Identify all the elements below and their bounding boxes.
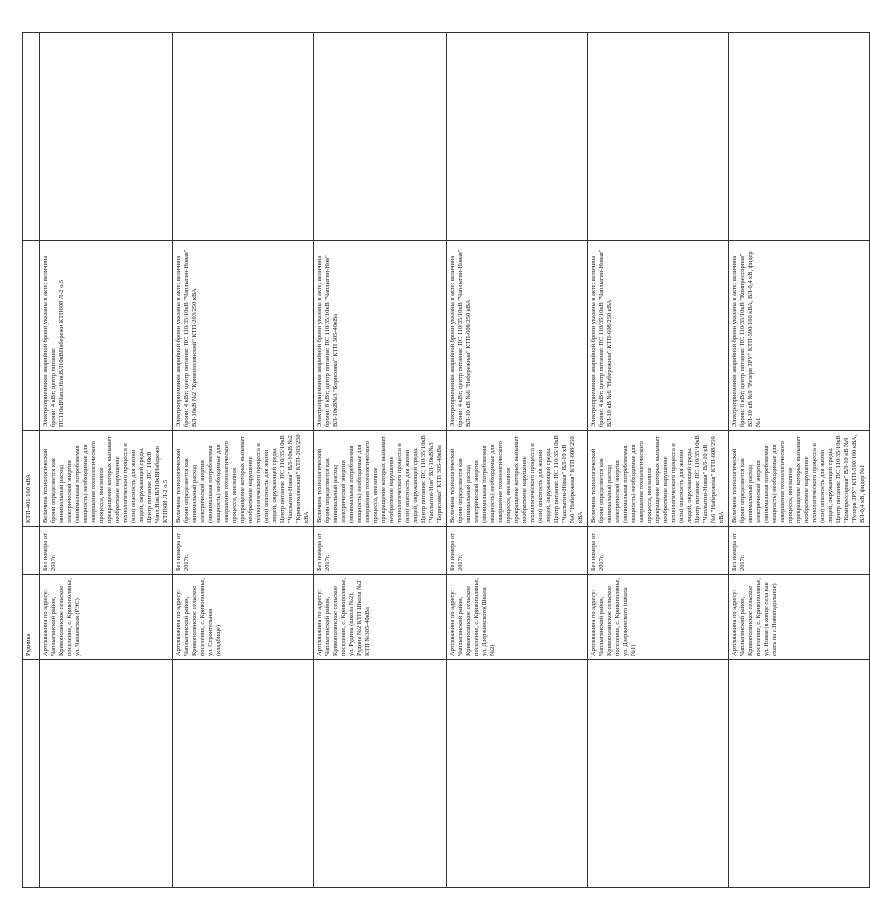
tech-reserve-cell: Величина технологической брони определяется как минимальный расход электрической энергии (минимальная потребляемая мощность) необходимые для завершения технологического процесса, внезапное прекращение которых вызывает необратимое нарушение технологического процесса и (или) опасность для жизни людей, окружающей среды. Центр питания: ПС 110/35/10кВ "Чаплыгин-Нов" ВЛ-10кВ№3 "Борисовка" КТП 305-40кВа — [314, 431, 447, 527]
number-cell: Без номера от 2017г. — [447, 527, 588, 575]
table-row — [588, 33, 729, 888]
empty-cell — [173, 33, 314, 241]
table-row — [447, 33, 588, 888]
table-row — [173, 33, 314, 888]
table-row — [314, 33, 447, 888]
rotated-table-wrapper — [22, 33, 866, 888]
empty-cell — [314, 33, 447, 241]
address-cell: Артскважина по адресу: Чаплыгинский район, Кривополянское сельское поселение, с. Кривополянье, ул. Дзержинского (школа №1) — [588, 575, 729, 660]
empty-cell — [314, 660, 447, 888]
empty-cell — [729, 660, 870, 888]
tech-reserve-cell: Величина технологической брони определяется как минимальный расход электрической энергии (минимальная потребляемая мощность) необходимые для завершения технологического процесса, внезапное прекращение которых вызывает необратимое нарушение технологического процесса и (или) опасность для жизни людей, окружающей среды. Центр питания: ПС 110/35/10кВ "Компрессорная" ВЛ-10 кВ №9 "Резерв ЗРУ" КТП-590/160 кВА, ВЛ-0,4 кВ, фидер №1 — [729, 431, 870, 527]
empty-cell — [23, 527, 40, 575]
tech-reserve-cell: Величина технологической брони определяется как минимальный расход электрической энергии (минимальная потребляемая мощность) необходимые для завершения технологического процесса, внезапное прекращение которых вызывает необратимое нарушение технологического процесса и (или) опасность для жизни людей, окружающей среды. Центр питания: ПС 110/35/10кВ "Чаплыгин-Новая" ВЛ-10 кВ №6 "Набережная" КТП-608/250 кВА — [588, 431, 729, 527]
emergency-reserve-cell: Электроприемники аварийной брони указаны в акте; величина брони: 4 кВт; центр питания: ПС110кВЧапл.Нов.ВЛ10кВНабережн КТП608 Л-2 о.5 — [40, 241, 173, 431]
empty-cell — [40, 33, 173, 241]
header-middle-cell: КТП-401/160 кВА — [23, 431, 40, 527]
empty-cell — [23, 660, 40, 888]
table-row — [729, 33, 870, 888]
address-cell: Артскважина по адресу: Чаплыгинский район, Кривополянское сельское поселение, с. Кривополянье, ул. Чапаевская (РЭС) — [40, 575, 173, 660]
empty-cell — [729, 33, 870, 241]
emergency-reserve-cell: Электроприемники аварийной брони указаны в акте; величина брони: 4 кВт; центр питания: ПС 110/35/10кВ "Чаплыгин-Новая" ВЛ-10кВ №2 "Кривополянский" КТП-203/250 кВА — [173, 241, 314, 431]
number-cell: Без номера от 2017г. — [173, 527, 314, 575]
empty-cell — [588, 33, 729, 241]
empty-cell — [40, 660, 173, 888]
tech-reserve-cell: Величина технологической брони определяется как минимальный расход электрической энергии (минимальная потребляемая мощность) необходимые для завершения технологического процесса, внезапное прекращение которых вызывает необратимое нарушение технологического процесса и (или) опасность для жизни людей, окружающей среды. Центр питания: ПС 110/35/10кВ "Чаплыгин-Новая" ВЛ-10 кВ №6 "Набережная" КТП-608/250 кВА — [447, 431, 588, 527]
address-cell: Артскважина по адресу: Чаплыгинский район, Кривополянское сельское поселение, с. Кривополянье, ул. Новая (в конце села как ехать на с.Новоподольное) — [729, 575, 870, 660]
header-left-cell: Рудника — [23, 575, 40, 660]
address-cell: Артскважина по адресу: Чаплыгинский район, Кривополянское сельское поселение, с. Кривополянье, ул. Строительная (кладбище) — [173, 575, 314, 660]
empty-cell — [447, 660, 588, 888]
table-row — [40, 33, 173, 888]
empty-cell — [447, 33, 588, 241]
empty-cell — [23, 241, 40, 431]
number-cell: Без номера от 2017г. — [40, 527, 173, 575]
number-cell: Без номера от 2017г. — [729, 527, 870, 575]
empty-cell — [173, 660, 314, 888]
empty-cell — [588, 660, 729, 888]
address-cell: Артскважина по адресу: Чаплыгинский район, Кривополянское сельское поселение, с. Кривополянье, ул. Рудина (школа №2), Рудина №2 КТП Школа №2 КТП №305-40кВа — [314, 575, 447, 660]
tech-reserve-cell: Величина технологической брони определяется как минимальный расход электрической энергии (минимальная потребляемая мощность) необходимые для завершения технологического процесса, внезапное прекращение которых вызывает необратимое нарушение технологического процесса и (или) опасность для жизни людей, окружающей среды. Центр питания: ПС 110кВ Чапл.Нов.ВЛ10кВНабережн КТП608 Л-2 о.5 — [40, 431, 173, 527]
address-cell: Артскважина по адресу: Чаплыгинский район, Кривополянское сельское поселение, с. Кривополянье, ул. Дзержинского(Школа №2) — [447, 575, 588, 660]
empty-cell — [23, 33, 40, 241]
reservation-table — [22, 32, 870, 888]
emergency-reserve-cell: Электроприемники аварийной брони указаны в акте; величина брони: 4 кВт; центр питания: ПС 110/35/10кВ "Чаплыгин-Новая" ВЛ-10 кВ №6 "Набережная" КТП-608/250 кВА — [447, 241, 588, 431]
number-cell: Без номера от 2017г. — [314, 527, 447, 575]
table-header-row — [23, 33, 40, 888]
emergency-reserve-cell: Электроприемники аварийной брони указаны в акте; величина брони: 4 кВт; центр питания: ПС 110/35/10кВ "Чаплыгин-Новая" ВЛ-10 кВ №6 "Набережная" КТП-608/250 кВА — [588, 241, 729, 431]
emergency-reserve-cell: Электроприемники аварийной брони указаны в акте; величина брони: 6 кВт; центр питания: ПС 110/35/10кВ "Компрессорная" ВЛ-10 кВ №9 "Резерв ЗРУ" КТП-590/160 кВА, ВЛ-0,4 кВ, фидер №1 — [729, 241, 870, 431]
tech-reserve-cell: Величина технологической брони определяется как минимальный расход электрической энергии (минимальная потребляемая мощность) необходимые для завершения технологического процесса, внезапное прекращение которых вызывает необратимое нарушение технологического процесса и (или) опасность для жизни людей, окружающей среды. Центр питания: ПС 110/35/10кВ "Чаплыгин-Новая" ВЛ-10кВ №2 "Кривополянский" КТП-203/250 кВА — [173, 431, 314, 527]
number-cell: Без номера от 2017г. — [588, 527, 729, 575]
emergency-reserve-cell: Электроприемники аварийной брони указаны в акте; величина брони: 8 кВт; центр питания: ПС 110/35/10кВ "Чаплыгин-Нов" ВЛ-10кВ№3 "Борисовка" КТП 305-40кВа — [314, 241, 447, 431]
